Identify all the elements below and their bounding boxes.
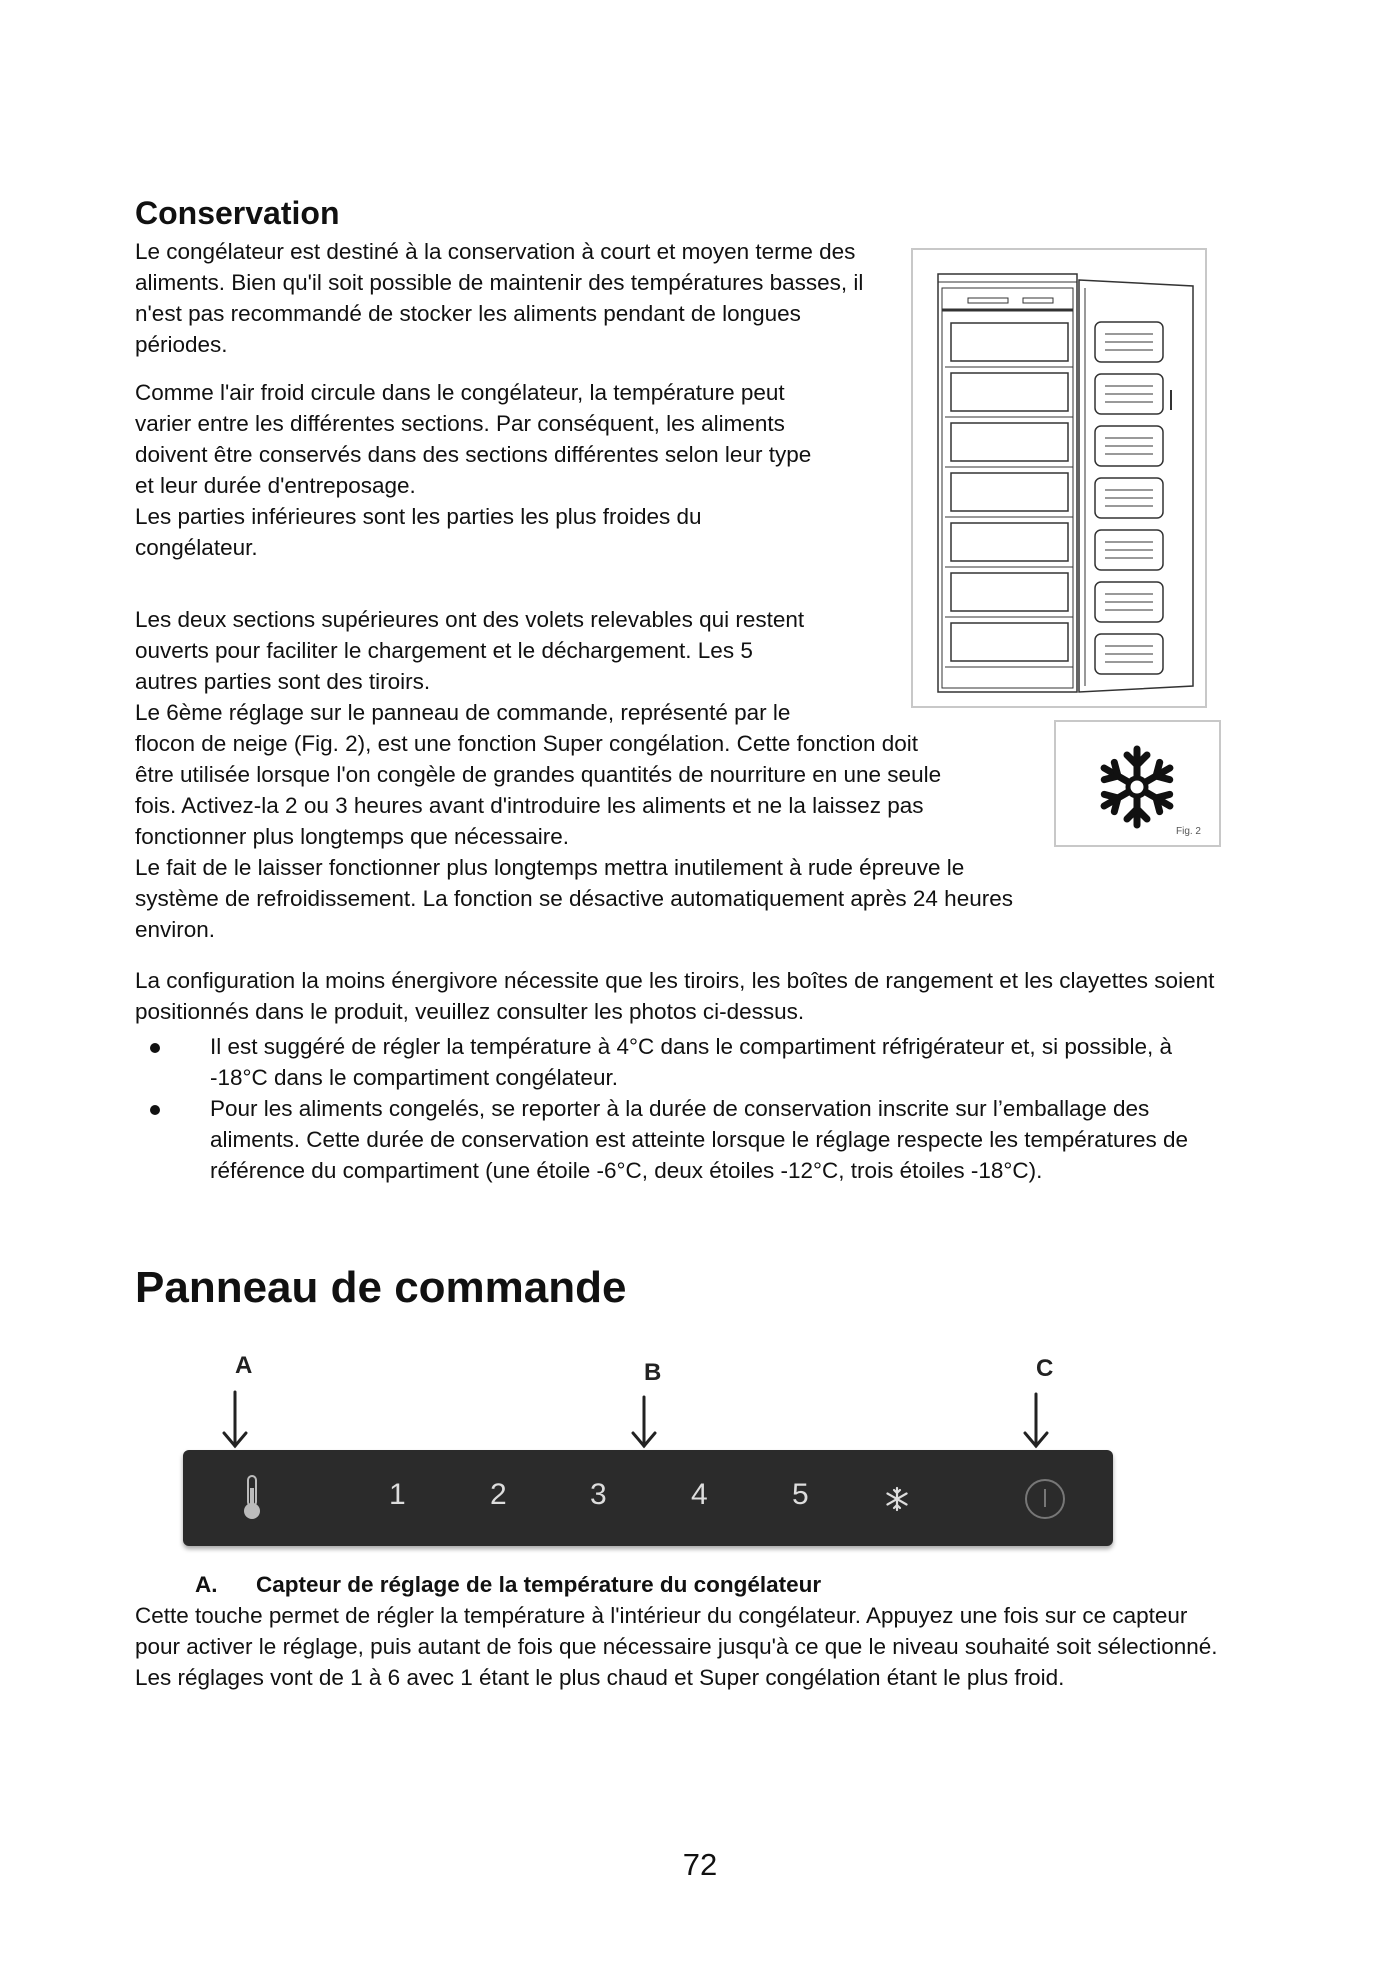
figure-caption: Fig. 2 xyxy=(1175,826,1201,837)
text-line: varier entre les différentes sections. Par conséquent, les aliments xyxy=(135,411,785,436)
top-control xyxy=(1023,298,1053,303)
setting-5-button[interactable]: 5 xyxy=(792,1478,809,1511)
drawer xyxy=(951,373,1068,411)
drawer xyxy=(951,523,1068,561)
arrow-down-icon xyxy=(220,1390,250,1450)
setting-3-button[interactable]: 3 xyxy=(590,1478,607,1511)
cabinet-outline xyxy=(938,274,1077,692)
sensor-a-title: Capteur de réglage de la température du congélateur xyxy=(256,1572,822,1597)
drawer xyxy=(951,623,1068,661)
super-freeze-snowflake-icon[interactable] xyxy=(884,1486,910,1512)
snowflake-icon xyxy=(1092,742,1182,832)
section-title: Conservation xyxy=(135,195,340,231)
list-item-text: Il est suggéré de régler la température à 4°C dans le compartiment réfrigérateur et, si possible, à -18°C dans le compartiment congélateur. xyxy=(210,1034,1172,1090)
text-line: doivent être conservés dans des sections différentes selon leur type xyxy=(135,442,812,467)
text-line: Le 6ème réglage sur le panneau de commande, représenté par le xyxy=(135,700,791,725)
sensor-a-description: Cette touche permet de régler la température à l'intérieur du congélateur. Appuyez une fois sur ce capteur pour activer le réglage, puis autant de fois que nécessaire jusqu'à ce que le niveau souhaité soit sélectionné. Les réglages vont de 1 à 6 avec 1 étant le plus chaud et Super congélation étant le plus froid. xyxy=(135,1603,1218,1690)
bullet-list xyxy=(135,1031,1225,1186)
arrow-down-icon xyxy=(1021,1392,1051,1450)
label-c: C xyxy=(1036,1355,1054,1382)
label-a: A xyxy=(235,1352,253,1379)
text-line: Les deux sections supérieures ont des volets relevables qui restent xyxy=(135,607,805,632)
text-line: autres parties sont des tiroirs. xyxy=(135,669,431,694)
control-panel xyxy=(183,1450,1113,1546)
snowflake-figure xyxy=(1054,720,1221,847)
setting-2-button[interactable]: 2 xyxy=(490,1478,507,1511)
text-line: ouverts pour faciliter le chargement et le déchargement. Les 5 xyxy=(135,638,753,663)
text-line: être utilisée lorsque l'on congèle de grandes quantités de nourriture en une seule xyxy=(135,762,942,787)
setting-4-button[interactable]: 4 xyxy=(691,1478,708,1511)
list-item xyxy=(135,1031,1225,1093)
text-line: Comme l'air froid circule dans le congélateur, la température peut xyxy=(135,380,785,405)
text-line: Le fait de le laisser fonctionner plus longtemps mettra inutilement à rude épreuve le xyxy=(135,855,965,880)
list-item-text: Pour les aliments congelés, se reporter à la durée de conservation inscrite sur l’emballage des aliments. Cette durée de conservation est atteinte lorsque le réglage respecte les températures de référence du compartiment (une étoile -6°C, deux étoiles -12°C, trois étoiles -18°C). xyxy=(210,1096,1189,1183)
sensor-a-heading xyxy=(195,1569,821,1600)
drawer xyxy=(951,573,1068,611)
paragraph-energy-configuration: La configuration la moins énergivore nécessite que les tiroirs, les boîtes de rangement et les clayettes soient positionnés dans le produit, veuillez consulter les photos ci-dessus. xyxy=(135,968,1215,1024)
bullet-dot xyxy=(150,1105,160,1115)
text-line: fonctionner plus longtemps que nécessaire. xyxy=(135,824,570,849)
freezer-drawing xyxy=(913,250,1205,706)
arrow-down-icon xyxy=(629,1395,659,1450)
cabinet-inner xyxy=(942,288,1073,688)
text-line: flocon de neige (Fig. 2), est une fonction Super congélation. Cette fonction doit xyxy=(135,731,918,756)
text-line: système de refroidissement. La fonction se désactive automatiquement après 24 heures xyxy=(135,886,1013,911)
text-line: environ. xyxy=(135,917,216,942)
list-item xyxy=(135,1093,1225,1186)
freezer-interior-figure xyxy=(911,248,1207,708)
text-line: congélateur. xyxy=(135,535,258,560)
drawer xyxy=(951,423,1068,461)
drawer xyxy=(951,323,1068,361)
page-number: 72 xyxy=(682,1847,718,1882)
top-control xyxy=(968,298,1008,303)
control-panel-title: Panneau de commande xyxy=(135,1263,627,1312)
drawer xyxy=(951,473,1068,511)
text-line: et leur durée d'entreposage. xyxy=(135,473,416,498)
sensor-a-number: A. xyxy=(195,1572,218,1597)
label-b: B xyxy=(644,1359,662,1386)
setting-1-button[interactable]: 1 xyxy=(389,1478,406,1511)
thermometer-icon[interactable] xyxy=(240,1474,264,1522)
text-line: Les parties inférieures sont les parties les plus froides du xyxy=(135,504,702,529)
paragraph-air-circulation xyxy=(135,377,880,563)
text-line: fois. Activez-la 2 ou 3 heures avant d'introduire les aliments et ne la laissez pas xyxy=(135,793,924,818)
power-icon[interactable] xyxy=(1023,1477,1067,1521)
paragraph-intro: Le congélateur est destiné à la conservation à court et moyen terme des aliments. Bien qu'il soit possible de maintenir des températures basses, il n'est pas recommandé de stocker les aliments pendant de longues périodes. xyxy=(135,239,864,357)
bullet-dot xyxy=(150,1043,160,1053)
